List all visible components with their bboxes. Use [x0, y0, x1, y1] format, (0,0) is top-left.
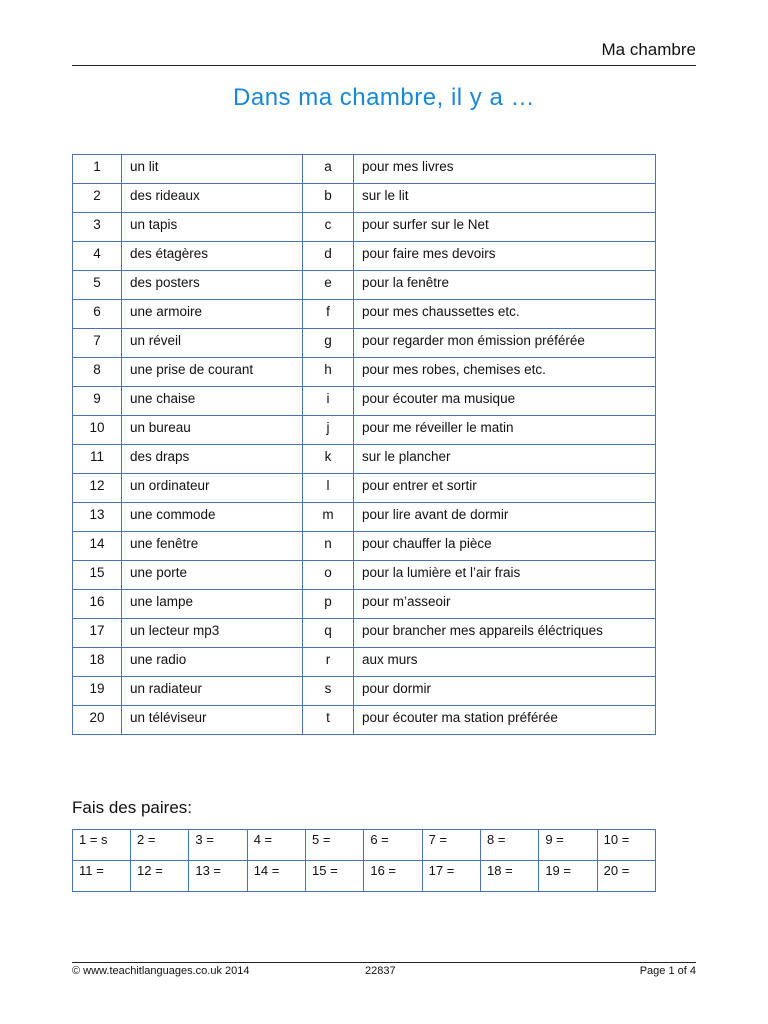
row-number: 17 — [73, 619, 122, 648]
row-number: 16 — [73, 590, 122, 619]
vocab-word: un lit — [122, 155, 303, 184]
vocab-word: une lampe — [122, 590, 303, 619]
table-row — [73, 358, 656, 387]
header-divider — [72, 65, 696, 66]
row-letter: s — [303, 677, 354, 706]
row-letter: c — [303, 213, 354, 242]
row-letter: b — [303, 184, 354, 213]
row-letter: h — [303, 358, 354, 387]
pair-answer-cell[interactable]: 3 = — [189, 830, 247, 861]
row-number: 10 — [73, 416, 122, 445]
vocab-word: des rideaux — [122, 184, 303, 213]
row-number: 9 — [73, 387, 122, 416]
vocab-purpose: pour me réveiller le matin — [354, 416, 656, 445]
row-number: 4 — [73, 242, 122, 271]
row-number: 1 — [73, 155, 122, 184]
vocab-purpose: aux murs — [354, 648, 656, 677]
table-row — [73, 445, 656, 474]
row-letter: f — [303, 300, 354, 329]
pair-answer-cell[interactable]: 9 = — [539, 830, 597, 861]
table-row — [73, 619, 656, 648]
vocab-word: des posters — [122, 271, 303, 300]
row-number: 8 — [73, 358, 122, 387]
vocab-word: une fenêtre — [122, 532, 303, 561]
vocab-purpose: pour la fenêtre — [354, 271, 656, 300]
vocab-word: des étagères — [122, 242, 303, 271]
pairs-row — [73, 830, 656, 861]
vocab-purpose: pour regarder mon émission préférée — [354, 329, 656, 358]
pair-answer-cell[interactable]: 8 = — [481, 830, 539, 861]
footer — [72, 965, 696, 979]
vocab-purpose: pour lire avant de dormir — [354, 503, 656, 532]
row-number: 6 — [73, 300, 122, 329]
vocab-purpose: pour brancher mes appareils éléctriques — [354, 619, 656, 648]
row-letter: i — [303, 387, 354, 416]
pair-answer-cell[interactable]: 14 = — [247, 861, 305, 892]
footer-resource-code: 22837 — [365, 965, 396, 977]
vocab-purpose: pour faire mes devoirs — [354, 242, 656, 271]
table-row — [73, 271, 656, 300]
row-number: 15 — [73, 561, 122, 590]
row-letter: k — [303, 445, 354, 474]
table-row — [73, 184, 656, 213]
row-letter: t — [303, 706, 354, 735]
table-row — [73, 561, 656, 590]
footer-copyright: © www.teachitlanguages.co.uk 2014 — [72, 965, 250, 977]
pair-answer-cell[interactable]: 20 = — [597, 861, 655, 892]
vocab-purpose: pour surfer sur le Net — [354, 213, 656, 242]
pair-answer-cell[interactable]: 6 = — [364, 830, 422, 861]
table-row — [73, 242, 656, 271]
row-letter: g — [303, 329, 354, 358]
table-row — [73, 503, 656, 532]
table-row — [73, 677, 656, 706]
row-number: 2 — [73, 184, 122, 213]
row-number: 11 — [73, 445, 122, 474]
vocab-purpose: pour chauffer la pièce — [354, 532, 656, 561]
vocab-purpose: pour mes livres — [354, 155, 656, 184]
table-row — [73, 648, 656, 677]
row-letter: m — [303, 503, 354, 532]
vocab-word: une porte — [122, 561, 303, 590]
vocab-word: un bureau — [122, 416, 303, 445]
vocab-word: une radio — [122, 648, 303, 677]
vocab-word: une prise de courant — [122, 358, 303, 387]
pair-answer-cell[interactable]: 17 = — [422, 861, 480, 892]
pair-answer-cell[interactable]: 4 = — [247, 830, 305, 861]
row-letter: n — [303, 532, 354, 561]
row-letter: j — [303, 416, 354, 445]
table-row — [73, 155, 656, 184]
row-number: 12 — [73, 474, 122, 503]
row-letter: r — [303, 648, 354, 677]
vocab-purpose: pour la lumière et l’air frais — [354, 561, 656, 590]
table-row — [73, 474, 656, 503]
table-row — [73, 213, 656, 242]
pair-answer-cell[interactable]: 2 = — [131, 830, 189, 861]
vocab-purpose: sur le plancher — [354, 445, 656, 474]
vocab-word: une armoire — [122, 300, 303, 329]
row-number: 18 — [73, 648, 122, 677]
pair-answer-cell[interactable]: 7 = — [422, 830, 480, 861]
footer-page-number: Page 1 of 4 — [639, 965, 696, 977]
pair-answer-cell[interactable]: 12 = — [131, 861, 189, 892]
vocab-word: une commode — [122, 503, 303, 532]
header-title: Ma chambre — [601, 40, 696, 59]
row-number: 7 — [73, 329, 122, 358]
row-number: 19 — [73, 677, 122, 706]
table-row — [73, 532, 656, 561]
row-letter: p — [303, 590, 354, 619]
row-number: 3 — [73, 213, 122, 242]
pair-answer-cell[interactable]: 10 = — [597, 830, 655, 861]
pair-answer-cell[interactable]: 16 = — [364, 861, 422, 892]
row-number: 20 — [73, 706, 122, 735]
vocab-word: un lecteur mp3 — [122, 619, 303, 648]
row-letter: l — [303, 474, 354, 503]
vocab-word: un tapis — [122, 213, 303, 242]
table-row — [73, 416, 656, 445]
row-letter: q — [303, 619, 354, 648]
vocab-purpose: pour dormir — [354, 677, 656, 706]
table-row — [73, 706, 656, 735]
row-letter: o — [303, 561, 354, 590]
pairs-row — [73, 861, 656, 892]
vocab-purpose: pour écouter ma station préférée — [354, 706, 656, 735]
vocab-purpose: pour m’asseoir — [354, 590, 656, 619]
table-row — [73, 300, 656, 329]
table-row — [73, 387, 656, 416]
row-number: 5 — [73, 271, 122, 300]
pair-answer-cell[interactable]: 15 = — [306, 861, 364, 892]
row-letter: d — [303, 242, 354, 271]
vocab-word: un radiateur — [122, 677, 303, 706]
vocab-purpose: pour entrer et sortir — [354, 474, 656, 503]
vocab-purpose: pour mes robes, chemises etc. — [354, 358, 656, 387]
table-row — [73, 590, 656, 619]
vocab-word: une chaise — [122, 387, 303, 416]
pairs-answer-grid — [72, 829, 656, 892]
pair-answer-cell[interactable]: 13 = — [189, 861, 247, 892]
vocabulary-table — [72, 154, 656, 735]
pair-answer-cell[interactable]: 19 = — [539, 861, 597, 892]
row-number: 14 — [73, 532, 122, 561]
pair-answer-cell[interactable]: 18 = — [481, 861, 539, 892]
pair-answer-cell[interactable]: 1 = s — [73, 830, 131, 861]
pair-answer-cell[interactable]: 11 = — [73, 861, 131, 892]
vocab-word: un ordinateur — [122, 474, 303, 503]
row-number: 13 — [73, 503, 122, 532]
vocab-purpose: sur le lit — [354, 184, 656, 213]
pair-answer-cell[interactable]: 5 = — [306, 830, 364, 861]
vocab-word: des draps — [122, 445, 303, 474]
vocab-word: un téléviseur — [122, 706, 303, 735]
row-letter: e — [303, 271, 354, 300]
table-row — [73, 329, 656, 358]
page-title: Dans ma chambre, il y a … — [233, 84, 535, 111]
pairs-title: Fais des paires: — [72, 798, 192, 817]
vocab-purpose: pour écouter ma musique — [354, 387, 656, 416]
row-letter: a — [303, 155, 354, 184]
vocab-word: un réveil — [122, 329, 303, 358]
footer-divider — [72, 962, 696, 963]
vocab-purpose: pour mes chaussettes etc. — [354, 300, 656, 329]
